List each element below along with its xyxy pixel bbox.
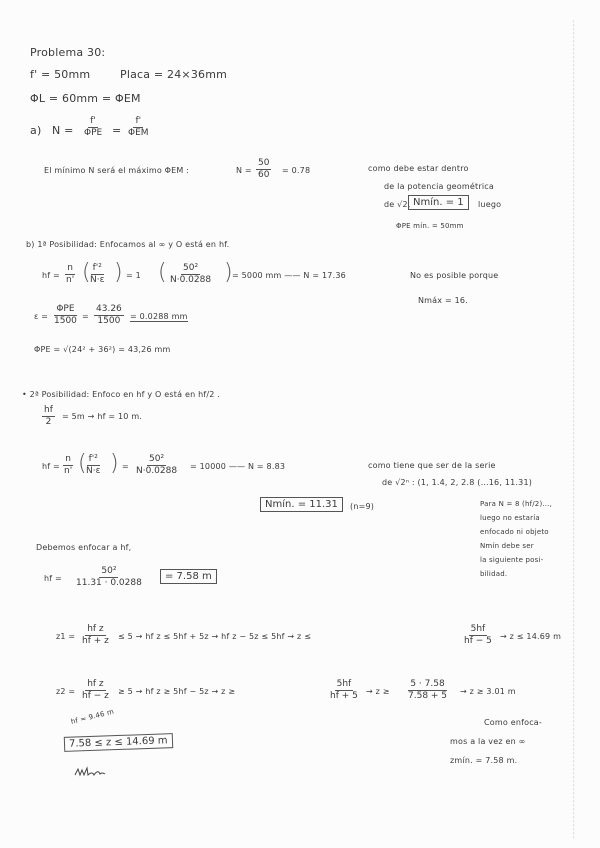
paren-close: ) [110, 451, 119, 476]
z2-mid: → z ≥ [366, 687, 390, 696]
part-a-n-result: = 0.78 [282, 166, 311, 175]
z1-frac: $\frac{\text{hf z}}{hf + z}$ [82, 624, 109, 646]
problem-title: Problema 30: [30, 46, 106, 59]
z2-result: → z ≥ 3.01 m [460, 687, 516, 696]
scanned-page: Problema 30: f' = 50mm Placa = 24×36mm ΦL = 60mm = ΦEM a) N = f' ΦPE = f' ΦEM El mínimo N será el máximo ΦEM : N = $\frac{50}{60}$ = 0.78 como debe estar dentro de la potencia geométrica de √2, Nmín. = 1 luego ΦPE mín. = 50mm b) 1ª Posibilidad: Enfocamos al ∞ y O está en hf. hf = $\frac{n}{n'}$ ( $\frac{\text{f'²}}{N\cdot\varepsilon}$ ) = 1 ( $\frac{\text{50²}}{N\cdot 0.0288}$ ) = 5000 mm —— N = 17.36 No es posible porque Nmáx = 16. ε = ΦPE 1500 = $\frac{43.26}{1500}$ = 0.0288 mm ΦPE = √(24² + 36²) = 43,26 mm • 2ª Posibilidad: Enfoco en hf y O está en hf/2 . $\frac{hf}{2}$ = 5m → hf = 10 m. hf = $\frac{n}{n'}$ ( $\frac{\text{f'²}}{N\cdot\varepsilon}$ ) = $\frac{\text{50²}}{N\cdot 0.0288}$ = 10000 —— N = 8.83 como tiene que ser de la serie de √2ⁿ : (1, 1.4, 2, 2.8 (…16, 11.31) Nmín. = 11.31 (n=9) Para N = 8 (hf/2)…, luego no estaría enfocado ni objeto Nmín debe ser la siguiente posi- bilidad. Debemos enfocar a hf, hf = $\frac{\text{50²}}{11.31 \cdot 0.0288}$ = 7.58 m z1 = $\frac{\text{hf z}}{hf + z}$ ≤ 5 → hf z ≤ 5hf + 5z → hf z − 5z ≤ 5hf → z ≤ $\frac{5hf}{hf - 5}$ → z ≤ 14.69 m z2 = $\frac{\text{hf z}}{hf - z}$ ≥ 5 → hf z ≥ 5hf − 5z → z ≥ $\frac{5hf}{hf + 5}$ → z ≥ $\frac{5 \cdot 7.58}{7.58 + 5}$ → z ≥ 3.01 m hf ≈ 9.46 m 7.58 ≤ z ≤ 14.69 m Como enfoca- mos a la vez en ∞ zmín. = 7.58 m. [0, 0, 600, 848]
focus-hf-lhs: hf = [44, 574, 62, 583]
z1-lhs: z1 = [56, 632, 76, 641]
series-note-1: como tiene que ser de la serie [368, 461, 496, 470]
part-b-paren-frac: $\frac{\text{f'²}}{N\cdot\varepsilon}$ [90, 263, 105, 285]
z2-lhs: z2 = [56, 687, 76, 696]
given-focal: f' = 50mm [30, 68, 91, 81]
part-b2-frac2: $\frac{\text{50²}}{N\cdot 0.0288}$ [136, 454, 178, 476]
eps-result: = 0.0288 mm [130, 312, 188, 321]
z1-result: → z ≤ 14.69 m [500, 632, 562, 641]
z2-frac: $\frac{\text{hf z}}{hf - z}$ [82, 679, 109, 701]
part-b-heading: b) 1ª Posibilidad: Enfocamos al ∞ y O está en hf. [26, 240, 230, 249]
given-phi-l: ΦL = 60mm = ΦEM [30, 92, 141, 105]
part-b-hf-lhs: hf = [42, 271, 60, 280]
half-rest: = 5m → hf = 10 m. [62, 412, 143, 421]
nmin-result-box: Nmín. = 11.31 [260, 497, 343, 512]
part-a-n-lhs: N = [236, 166, 252, 175]
half-frac: $\frac{hf}{2}$ [44, 405, 53, 427]
eps-frac2: $\frac{43.26}{1500}$ [96, 304, 122, 326]
part-a-note-3-suffix: luego [478, 200, 502, 209]
paren-close: ) [114, 260, 123, 285]
eps-eq: = [82, 312, 89, 321]
part-a-note-1: como debe estar dentro [368, 164, 469, 173]
part-b-not-possible: No es posible porque [410, 271, 499, 280]
signature [74, 766, 106, 780]
z2-frac3: $\frac{5 \cdot 7.58}{7.58 + 5}$ [408, 679, 448, 701]
part-b-nmax: Nmáx = 16. [418, 296, 468, 305]
paren-open: ( [78, 451, 87, 476]
part-a-label: a) [30, 124, 42, 137]
eps-frac1: ΦPE 1500 [54, 304, 77, 326]
part-a-eq-lhs: N = [52, 124, 74, 137]
part-b2-hf-lhs: hf = [42, 462, 60, 471]
paren-open: ( [158, 260, 167, 285]
hf-result-box: = 7.58 m [160, 569, 217, 584]
part-b-result: = 5000 mm —— N = 17.36 [232, 271, 346, 280]
z1-frac2: $\frac{5hf}{hf - 5}$ [464, 624, 492, 646]
margin-line [573, 20, 574, 840]
part-a-frac2: f' ΦEM [128, 116, 149, 138]
nmin-box: Nmín. = 1 [408, 195, 469, 210]
series-note-2: de √2ⁿ : (1, 1.4, 2, 2.8 (…16, 11.31) [382, 478, 533, 487]
eps-lhs: ε = [34, 312, 49, 321]
paren-close: ) [224, 260, 233, 285]
z1-chain: ≤ 5 → hf z ≤ 5hf + 5z → hf z − 5z ≤ 5hf → z ≤ [118, 632, 312, 641]
focus-heading: Debemos enfocar a hf, [36, 543, 132, 552]
signature-scribble-icon [74, 766, 106, 778]
part-a-note-2: de la potencia geométrica [384, 182, 494, 191]
z2-chain: ≥ 5 → hf z ≥ 5hf − 5z → z ≥ [118, 687, 236, 696]
part-b-mid: = 1 [126, 271, 141, 280]
part-a-note-3-prefix: de √2, [384, 200, 411, 209]
part-a-n-frac: $\frac{50}{60}$ [258, 158, 270, 180]
part-a-explanation: El mínimo N será el máximo ΦEM : [44, 166, 190, 175]
part-b2-eq: = [122, 462, 129, 471]
part-b-frac-n: $\frac{n}{n'}$ [66, 263, 75, 285]
focus-hf-frac: $\frac{\text{50²}}{11.31 \cdot 0.0288}$ [76, 566, 142, 588]
part-b2-result: = 10000 —— N = 8.83 [190, 462, 286, 471]
paren-open: ( [82, 260, 91, 285]
part-b2-frac-n: $\frac{n}{n'}$ [64, 454, 73, 476]
part-b2-paren-frac: $\frac{\text{f'²}}{N\cdot\varepsilon}$ [86, 454, 101, 476]
part-a-eq-mid: = [112, 124, 122, 137]
part-a-note-4: ΦPE mín. = 50mm [396, 222, 464, 230]
part-b2-heading: • 2ª Posibilidad: Enfoco en hf y O está en hf/2 . [22, 390, 221, 399]
part-a-frac1: f' ΦPE [84, 116, 103, 138]
phi-pe-eq: ΦPE = √(24² + 36²) = 43,26 mm [34, 345, 171, 354]
n-value: (n=9) [350, 502, 375, 511]
range-result-box: 7.58 ≤ z ≤ 14.69 m [64, 733, 173, 752]
given-placa: Placa = 24×36mm [120, 68, 228, 81]
z2-frac2: $\frac{5hf}{hf + 5}$ [330, 679, 358, 701]
range-annotation: hf ≈ 9.46 m [70, 707, 115, 726]
part-b-frac2: $\frac{\text{50²}}{N\cdot 0.0288}$ [170, 263, 212, 285]
